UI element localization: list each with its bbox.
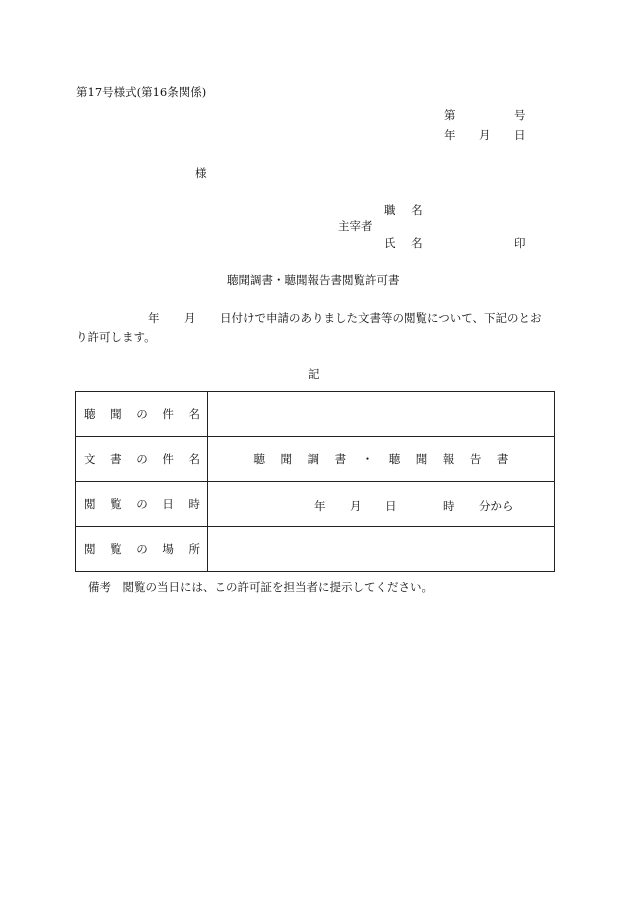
label-char: 覧 xyxy=(110,497,122,511)
value-char: 聴 xyxy=(388,452,401,466)
issuer-name-line xyxy=(384,238,423,250)
addressee-honorific: 様 xyxy=(195,166,207,180)
value-char: 聞 xyxy=(280,452,293,466)
issuer-shi: 氏 xyxy=(384,236,396,250)
body-tsuki: 月 xyxy=(184,311,196,325)
value-char: 調 xyxy=(307,452,320,466)
issuer-mei1: 名 xyxy=(411,203,423,217)
label-char: 件 xyxy=(162,452,174,466)
value-char: 聞 xyxy=(415,452,428,466)
viewing-datetime-value[interactable] xyxy=(208,482,555,527)
label-char: 時 xyxy=(188,497,200,511)
viewing-place-label xyxy=(76,527,208,572)
form-number: 第17号様式(第16条関係) xyxy=(76,85,207,99)
issuer-title-line xyxy=(384,205,423,217)
value-char: 聴 xyxy=(253,452,265,466)
issuer-shoku: 職 xyxy=(384,203,396,217)
label-char: 聞 xyxy=(110,407,122,421)
table-row xyxy=(76,392,555,437)
label-char: 閲 xyxy=(84,542,96,556)
body-nen: 年 xyxy=(148,311,160,325)
table-row xyxy=(76,437,555,482)
label-char: の xyxy=(136,407,148,421)
hearing-subject-label xyxy=(76,392,208,437)
value-char: 書 xyxy=(334,452,347,466)
label-char: 名 xyxy=(188,452,200,466)
value-char: 告 xyxy=(469,452,482,466)
value-char: ・ xyxy=(361,452,374,466)
document-subject-value xyxy=(208,437,555,482)
label-char: 所 xyxy=(188,542,200,556)
seal-mark: 印 xyxy=(514,236,526,250)
label-char: 書 xyxy=(110,452,122,466)
ref-go: 号 xyxy=(514,108,526,122)
dt-ji: 時 xyxy=(443,499,455,513)
label-char: の xyxy=(136,497,148,511)
document-subject-label xyxy=(76,437,208,482)
date-nen: 年 xyxy=(444,128,456,142)
label-char: 文 xyxy=(84,452,96,466)
table-row xyxy=(76,482,555,527)
label-char: 場 xyxy=(162,542,174,556)
ki-heading: 記 xyxy=(308,367,320,381)
viewing-datetime-label xyxy=(76,482,208,527)
issuer-mei2: 名 xyxy=(411,236,423,250)
date-tsuki: 月 xyxy=(479,128,491,142)
dt-tsuki: 月 xyxy=(350,499,362,513)
dt-hi: 日 xyxy=(385,499,397,513)
dt-nen: 年 xyxy=(314,499,326,513)
ref-dai: 第 xyxy=(444,108,456,122)
label-char: 名 xyxy=(188,407,200,421)
body-text-1: 日付けで申請のありました文書等の閲覧について、下記のとお xyxy=(220,311,542,325)
dt-fun: 分から xyxy=(479,499,514,513)
document-title: 聴聞調書・聴聞報告書閲覧許可書 xyxy=(227,273,400,287)
value-char: 報 xyxy=(442,452,455,466)
date-hi: 日 xyxy=(514,128,526,142)
viewing-place-value[interactable] xyxy=(208,527,555,572)
label-char: 聴 xyxy=(84,407,96,421)
hearing-subject-value[interactable] xyxy=(208,392,555,437)
remark-note: 備考 閲覧の当日には、この許可証を担当者に提示してください。 xyxy=(88,580,433,594)
label-char: 日 xyxy=(162,497,174,511)
value-char: 書 xyxy=(496,452,509,466)
label-char: 件 xyxy=(162,407,174,421)
details-table xyxy=(75,391,555,572)
label-char: 閲 xyxy=(84,497,96,511)
table-row xyxy=(76,527,555,572)
body-line-2: り許可します。 xyxy=(76,330,156,344)
label-char: の xyxy=(136,542,148,556)
label-char: の xyxy=(136,452,148,466)
label-char: 覧 xyxy=(110,542,122,556)
issuer-role: 主宰者 xyxy=(338,219,373,233)
